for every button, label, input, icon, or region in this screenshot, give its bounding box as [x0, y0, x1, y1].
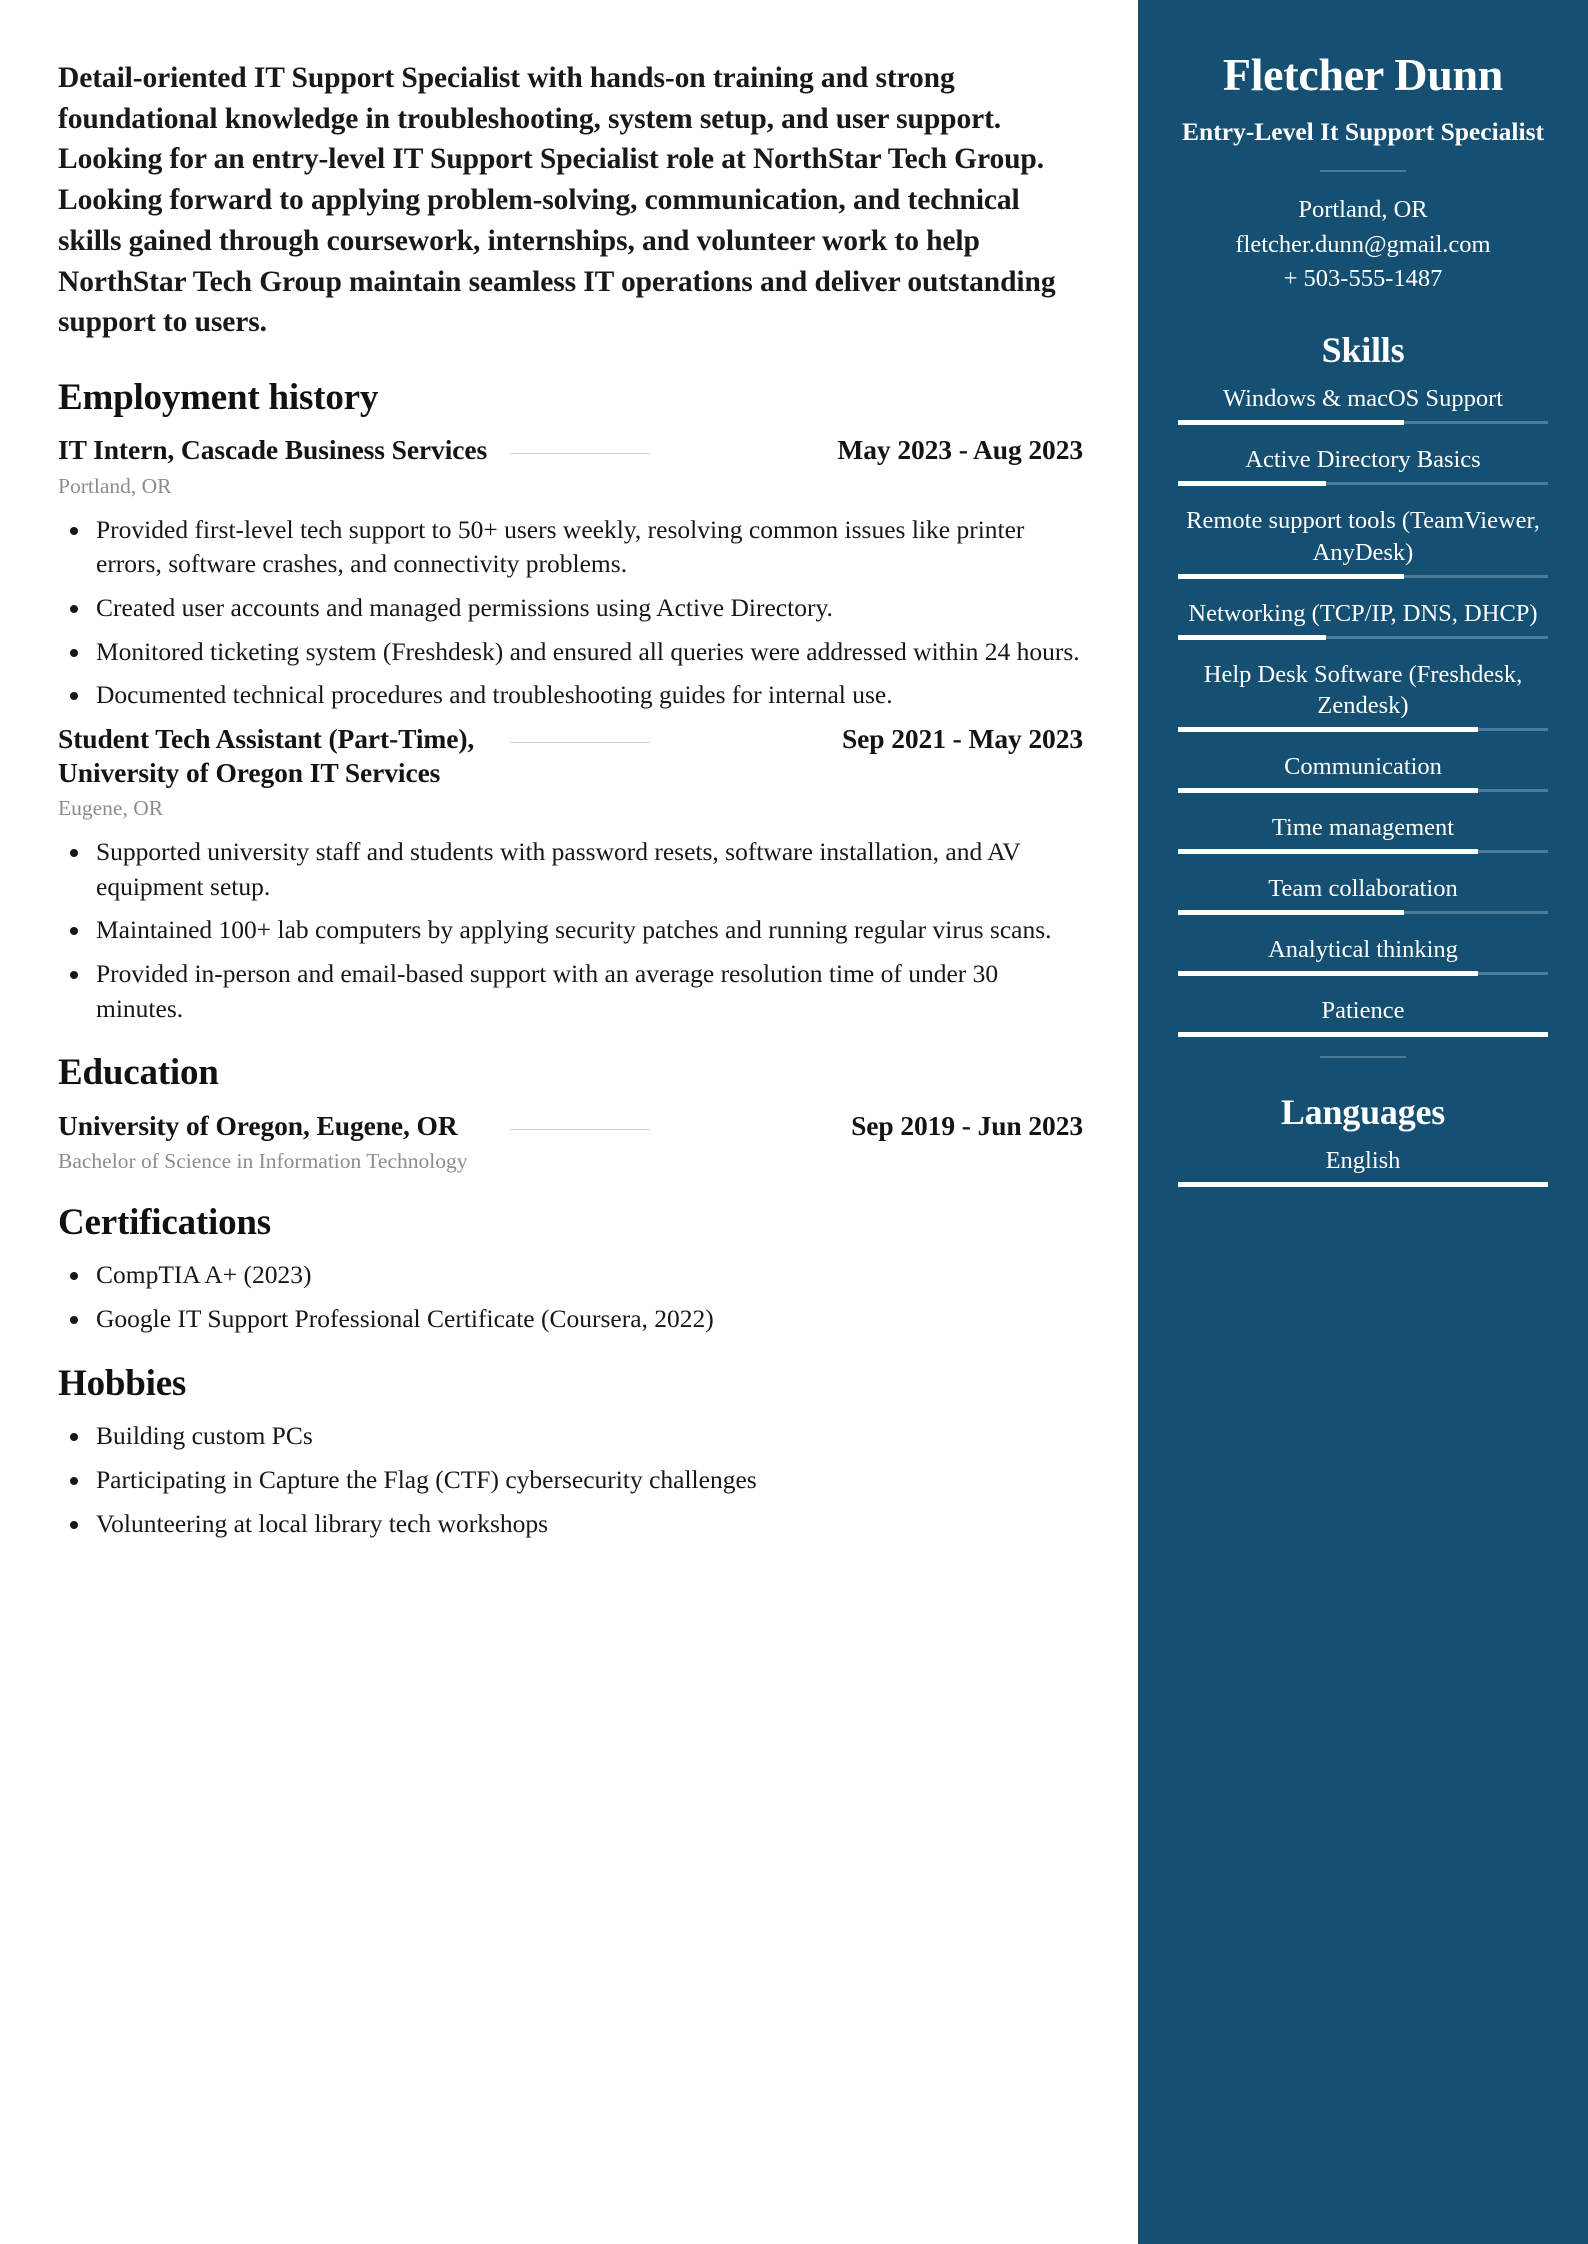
sidebar-divider: [1320, 1056, 1406, 1058]
list-item: CompTIA A+ (2023): [58, 1258, 1083, 1293]
skill-item-level-fill: [1178, 420, 1404, 425]
skill-item-level-fill: [1178, 635, 1326, 640]
skill-item-level-track: [1178, 911, 1548, 914]
entry-separator-rule: [510, 742, 650, 743]
skill-item: [1178, 659, 1548, 732]
languages-list: [1178, 1145, 1548, 1186]
certifications-heading: Certifications: [58, 1201, 271, 1243]
skill-item-label: Networking (TCP/IP, DNS, DHCP): [1188, 599, 1538, 627]
employment-bullet-list: [58, 513, 1083, 713]
employment-entry-header: [58, 722, 1083, 790]
languages-heading: Languages: [1280, 1091, 1446, 1132]
certifications-list: [58, 1258, 1083, 1336]
employment-job-title: Student Tech Assistant (Part-Time), University of Oregon IT Services: [58, 722, 475, 788]
certifications-section: [58, 1202, 1083, 1337]
candidate-name: Fletcher Dunn: [1222, 49, 1504, 100]
skill-item: [1178, 873, 1548, 914]
list-item: Supported university staff and students with password resets, software installation, and AV equipment setup.: [58, 835, 1083, 904]
entry-separator-rule: [510, 453, 650, 454]
skill-item: [1178, 598, 1548, 639]
education-entry-header: [58, 1109, 1083, 1143]
skill-item-level-fill: [1178, 788, 1478, 793]
skill-item: [1178, 505, 1548, 578]
education-heading: Education: [58, 1052, 219, 1094]
language-item-label: English: [1325, 1146, 1401, 1174]
education-section: [58, 1052, 1083, 1176]
skill-item-level-fill: [1178, 910, 1404, 915]
skill-item-label: Active Directory Basics: [1245, 446, 1481, 474]
list-item: Provided in-person and email-based support with an average resolution time of under 30 minutes.: [58, 957, 1083, 1026]
hobbies-section: [58, 1363, 1083, 1542]
employment-location: Eugene, OR: [58, 796, 164, 821]
employment-job-title: IT Intern, Cascade Business Services: [58, 434, 488, 466]
employment-history-section: [58, 377, 1083, 1026]
employment-location: Portland, OR: [58, 473, 172, 498]
list-item: Provided first-level tech support to 50+ users weekly, resolving common issues like printer errors, software crashes, and connectivity problems.: [58, 513, 1083, 582]
list-item: Google IT Support Professional Certificate (Coursera, 2022): [58, 1302, 1083, 1337]
employment-date-range: May 2023 - Aug 2023: [837, 434, 1083, 466]
skill-item-label: Team collaboration: [1268, 875, 1458, 903]
employment-entry: [58, 722, 1083, 1026]
skill-item: [1178, 383, 1548, 424]
skills-list: [1178, 383, 1548, 1035]
skill-item-label: Patience: [1321, 996, 1405, 1024]
contact-location: Portland, OR: [1298, 196, 1428, 224]
list-item: Volunteering at local library tech workshops: [58, 1507, 1083, 1542]
skill-item: [1178, 934, 1548, 975]
skill-item-label: Analytical thinking: [1268, 935, 1458, 963]
list-item: Monitored ticketing system (Freshdesk) and ensured all queries were addressed within 24 hours.: [58, 635, 1083, 670]
list-item: Participating in Capture the Flag (CTF) cybersecurity challenges: [58, 1463, 1083, 1498]
education-date-range: Sep 2019 - Jun 2023: [851, 1109, 1083, 1141]
skill-item-level-track: [1178, 482, 1548, 485]
list-item: Documented technical procedures and troubleshooting guides for internal use.: [58, 678, 1083, 713]
candidate-job-title: Entry-Level It Support Specialist: [1182, 116, 1544, 146]
education-entry: [58, 1109, 1083, 1176]
hobbies-heading: Hobbies: [58, 1362, 187, 1404]
language-item: [1178, 1145, 1548, 1186]
education-school: University of Oregon, Eugene, OR: [58, 1109, 458, 1141]
skill-item-level-track: [1178, 1033, 1548, 1036]
skills-heading: Skills: [1321, 330, 1405, 371]
skill-item: [1178, 444, 1548, 485]
employment-bullet-list: [58, 835, 1083, 1026]
skill-item-level-fill: [1178, 574, 1404, 579]
skill-item-level-fill: [1178, 1032, 1548, 1037]
skill-item-level-track: [1178, 789, 1548, 792]
skill-item-level-fill: [1178, 971, 1478, 976]
skill-item-label: Communication: [1284, 753, 1442, 781]
skill-item-level-track: [1178, 972, 1548, 975]
skill-item-level-track: [1178, 575, 1548, 578]
skill-item-level-track: [1178, 728, 1548, 731]
hobbies-list: [58, 1419, 1083, 1541]
skill-item-level-track: [1178, 636, 1548, 639]
skill-item: [1178, 751, 1548, 792]
contact-email[interactable]: fletcher.dunn@gmail.com: [1235, 230, 1491, 258]
professional-summary: Detail-oriented IT Support Specialist with hands-on training and strong foundational knowledge in troubleshooting, system setup, and user support. Looking for an entry-level IT Support Specialist role at NorthStar Tech Group. Looking forward to applying problem-solving, communication, and technical skills gained through coursework, internships, and volunteer work to help NorthStar Tech Group maintain seamless IT operations and deliver outstanding support to users.: [58, 62, 1056, 339]
skill-item-level-track: [1178, 421, 1548, 424]
employment-history-heading: Employment history: [58, 376, 379, 418]
list-item: Created user accounts and managed permissions using Active Directory.: [58, 591, 1083, 626]
skill-item-label: Windows & macOS Support: [1222, 385, 1504, 413]
skill-item-level-fill: [1178, 849, 1478, 854]
language-item-level-fill: [1178, 1182, 1548, 1187]
contact-phone[interactable]: + 503-555-1487: [1283, 265, 1443, 293]
language-item-level-track: [1178, 1183, 1548, 1186]
skill-item-label: Remote support tools (TeamViewer, AnyDesk): [1186, 507, 1540, 566]
entry-separator-rule: [510, 1129, 650, 1130]
list-item: Maintained 100+ lab computers by applying security patches and running regular virus scans.: [58, 913, 1083, 948]
education-degree: Bachelor of Science in Information Technology: [58, 1148, 468, 1173]
list-item: Building custom PCs: [58, 1419, 1083, 1454]
skill-item-label: Time management: [1271, 814, 1455, 842]
employment-date-range: Sep 2021 - May 2023: [841, 722, 1083, 754]
skill-item: [1178, 812, 1548, 853]
sidebar-divider: [1320, 170, 1406, 172]
skill-item: [1178, 995, 1548, 1036]
resume-sidebar: [1138, 0, 1588, 2244]
skill-item-level-track: [1178, 850, 1548, 853]
skill-item-label: Help Desk Software (Freshdesk, Zendesk): [1203, 660, 1523, 720]
skill-item-level-fill: [1178, 727, 1478, 732]
skill-item-level-fill: [1178, 481, 1326, 486]
employment-entry: [58, 433, 1083, 712]
employment-entry-header: [58, 433, 1083, 467]
